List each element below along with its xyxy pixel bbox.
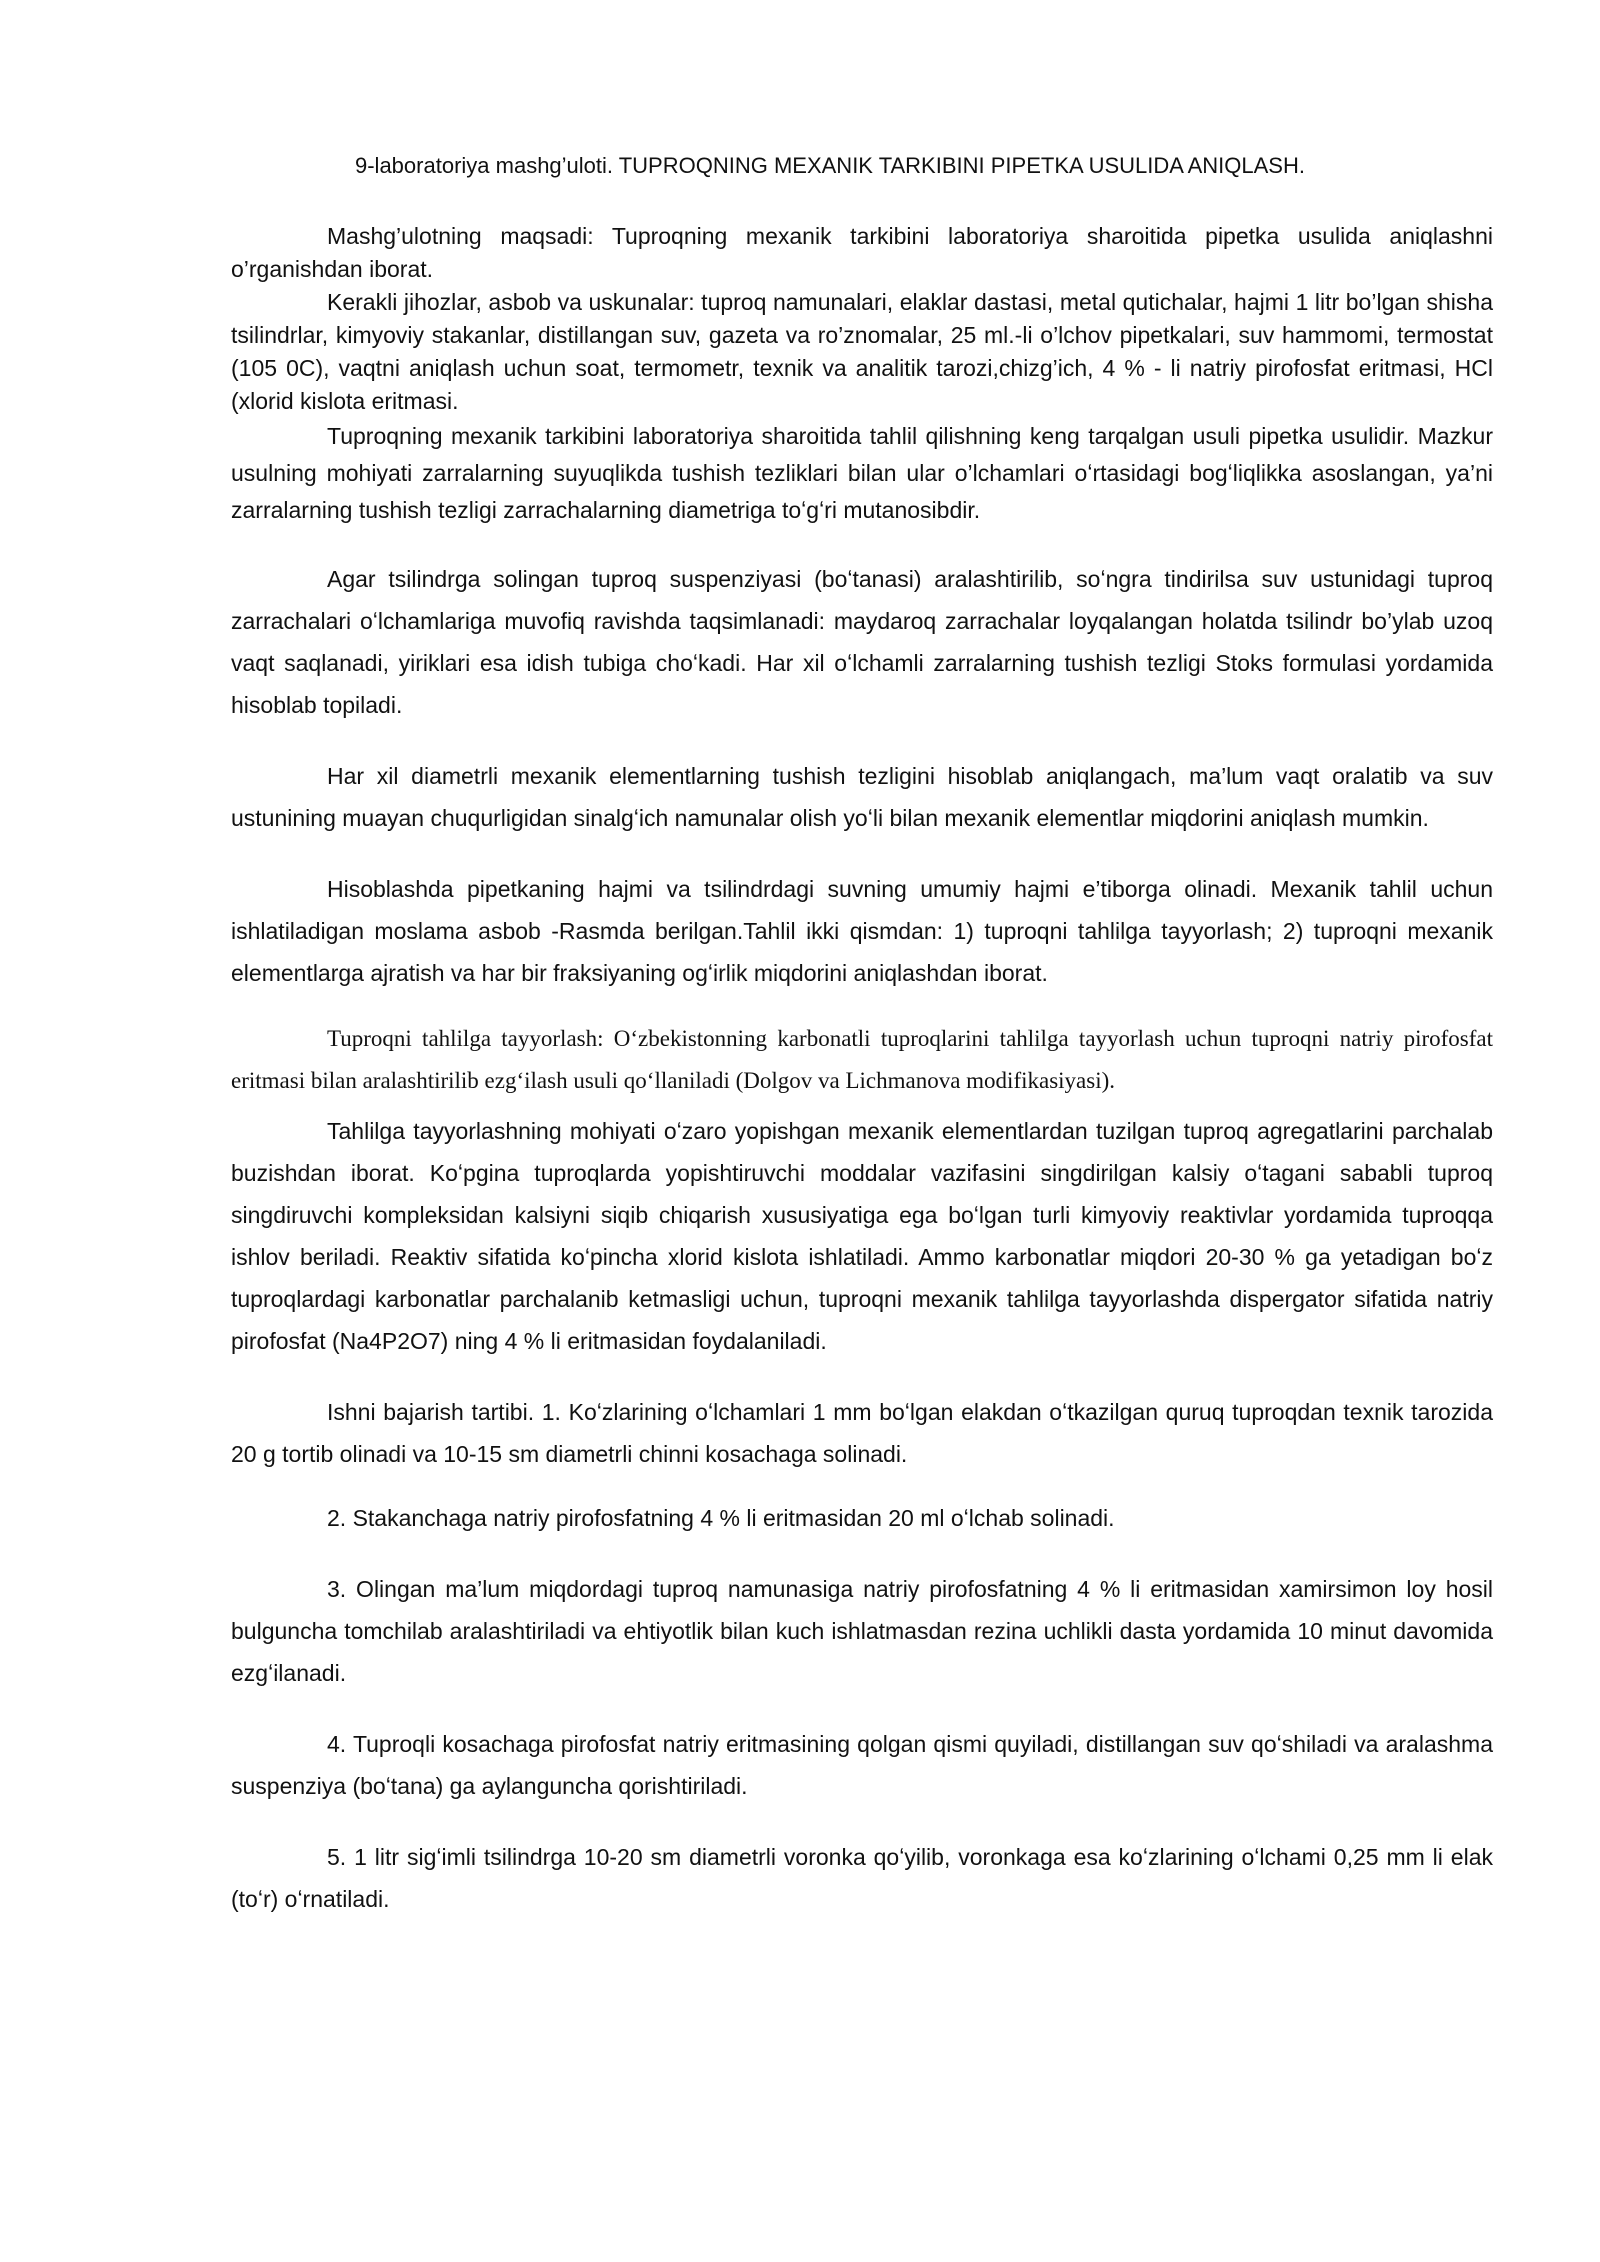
paragraph-step-4: 4. Tuproqli kosachaga pirofosfat natriy eritmasining qolgan qismi quyiladi, distillangan suv qoʻshiladi va aralashma suspenziya (boʻtana) ga aylanguncha qorishtiriladi. [231, 1731, 1493, 1799]
paragraph-settling-speed: Har xil diametrli mexanik elementlarning tushish tezligini hisoblab aniqlangach, ma’lum vaqt oralatib va suv ustunining muayan chuqurligidan sinalgʻich namunalar olish yoʻli bilan mexanik elementlar miqdorini aniqlash mumkin. [231, 763, 1493, 831]
document-body [231, 150, 1493, 1920]
paragraph-calculation: Hisoblashda pipetkaning hajmi va tsilindrdagi suvning umumiy hajmi e’tiborga olinadi. Mexanik tahlil uchun ishlatiladigan moslama asbob -Rasmda berilgan.Tahlil ikki qismdan: 1) tuproqni tahlilga tayyorlash; 2) tuproqni mexanik elementlarga ajratish va har bir fraksiyaning ogʻirlik miqdorini aniqlashdan iborat. [231, 876, 1493, 986]
paragraph-step-1: Ishni bajarish tartibi. 1. Koʻzlarining oʻlchamlari 1 mm boʻlgan elakdan oʻtkazilgan quruq tuproqdan texnik tarozida 20 g tortib olinadi va 10-15 sm diametrli chinni kosachaga solinadi. [231, 1399, 1493, 1467]
paragraph-preparation-essence: Tahlilga tayyorlashning mohiyati oʻzaro yopishgan mexanik elementlardan tuzilgan tuproq agregatlarini parchalab buzishdan iborat. Koʻpgina tuproqlarda yopishtiruvchi moddalar vazifasini singdirilgan kalsiy oʻtagani sababli tuproq singdiruvchi kompleksidan kalsiyni siqib chiqarish xususiyatiga ega boʻlgan turli kimyoviy reaktivlar yordamida tuproqqa ishlov beriladi. Reaktiv sifatida koʻpincha xlorid kislota ishlatiladi. Ammo karbonatlar miqdori 20-30 % ga yetadigan boʻz tuproqlardagi karbonatlar parchalanib ketmasligi uchun, tuproqni mexanik tahlilga tayyorlashda dispergator sifatida natriy pirofosfat (Na4P2O7) ning 4 % li eritmasidan foydalaniladi. [231, 1118, 1493, 1354]
paragraph-method-overview: Tuproqning mexanik tarkibini laboratoriya sharoitida tahlil qilishning keng tarqalgan usuli pipetka usulidir. Mazkur usulning mohiyati zarralarning suyuqlikda tushish tezliklari bilan ular o’lchamlari oʻrtasidagi bogʻliqlikka asoslangan, ya’ni zarralarning tushish tezligi zarrachalarning diametriga toʻgʻri mutanosibdir. [231, 423, 1493, 523]
paragraph-step-2: 2. Stakanchaga natriy pirofosfatning 4 % li eritmasidan 20 ml oʻlchab solinadi. [327, 1505, 1115, 1531]
paragraph-purpose: Mashg’ulotning maqsadi: Tuproqning mexanik tarkibini laboratoriya sharoitida pipetka usulida aniqlashni o’rganishdan iborat. [231, 223, 1493, 282]
intro-block [231, 220, 1493, 529]
paragraph-step-5: 5. 1 litr sigʻimli tsilindrga 10-20 sm diametrli voronka qoʻyilib, voronkaga esa koʻzlarining oʻlchami 0,25 mm li elak (toʻr) oʻrnatiladi. [231, 1844, 1493, 1912]
document-title: 9-laboratoriya mashg’uloti. TUPROQNING MEXANIK TARKIBINI PIPETKA USULIDA ANIQLASH. [355, 153, 1305, 178]
paragraph-step-3: 3. Olingan ma’lum miqdordagi tuproq namunasiga natriy pirofosfatning 4 % li eritmasidan xamirsimon loy hosil bulguncha tomchilab aralashtiriladi va ehtiyotlik bilan kuch ishlatmasdan rezina uchlikli dasta yordamida 10 minut davomida ezgʻilanadi. [231, 1576, 1493, 1686]
paragraph-suspension: Agar tsilindrga solingan tuproq suspenziyasi (boʻtanasi) aralashtirilib, soʻngra tindirilsa suv ustunidagi tuproq zarrachalari oʻlchamlariga muvofiq ravishda taqsimlanadi: maydaroq zarrachalar loyqalangan holatda tsilindr bo’ylab uzoq vaqt saqlanadi, yiriklari esa idish tubiga choʻkadi. Har xil oʻlchamli zarralarning tushish tezligi Stoks formulasi yordamida hisoblab topiladi. [231, 566, 1493, 718]
paragraph-preparation-note: Tuproqni tahlilga tayyorlash: Oʻzbekistonning karbonatli tuproqlarini tahlilga tayyorlash uchun tuproqni natriy pirofosfat eritmasi bilan aralashtirilib ezgʻilash usuli qoʻllaniladi (Dolgov va Lichmanova modifikasiyasi). [231, 1026, 1493, 1093]
main-block [231, 558, 1493, 1920]
paragraph-equipment: Kerakli jihozlar, asbob va uskunalar: tuproq namunalari, elaklar dastasi, metal qutichalar, hajmi 1 litr bo’lgan shisha tsilindrlar, kimyoviy stakanlar, distillangan suv, gazeta va ro’znomalar, 25 ml.-li o’lchov pipetkalari, suv hammomi, termostat (105 0C), vaqtni aniqlash uchun soat, termometr, texnik va analitik tarozi,chizg’ich, 4 % - li natriy pirofosfat eritmasi, HCl (xlorid kislota eritmasi. [231, 289, 1493, 414]
